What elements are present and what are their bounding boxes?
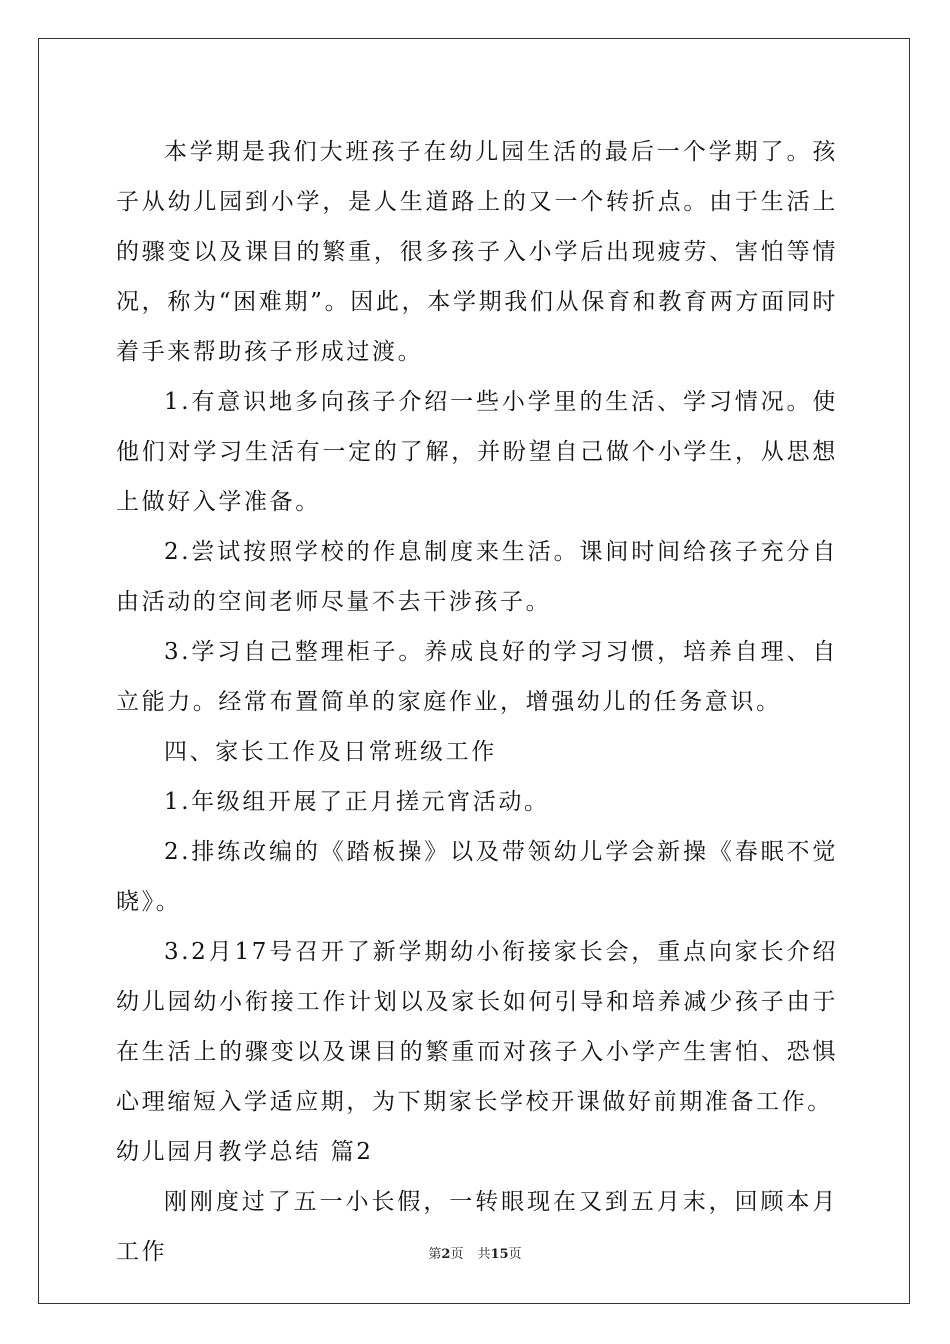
paragraph-article-2-start: 刚刚度过了五一小长假，一转眼现在又到五月末，回顾本月工作 (116, 1189, 838, 1265)
footer-total-suffix: 页 (508, 1247, 522, 1262)
paragraph-parent-item-3: 3.2月17号召开了新学期幼小衔接家长会，重点向家长介绍幼儿园幼小衔接工作计划以及家长如何引导和培养减少孩子由于在生活上的骤变以及课目的繁重而对孩子入小学产生害怕、恐惧心理缩短入学适应期，为下期家长学校开课做好前期准备工作。 (116, 939, 838, 1115)
paragraph-item-1: 1.有意识地多向孩子介绍一些小学里的生活、学习情况。使他们对学习生活有一定的了解，并盼望自己做个小学生，从思想上做好入学准备。 (116, 389, 838, 515)
footer-total-prefix: 共 (477, 1247, 491, 1262)
paragraph-intro: 本学期是我们大班孩子在幼儿园生活的最后一个学期了。孩子从幼儿园到小学，是人生道路上的又一个转折点。由于生活上的骤变以及课目的繁重，很多孩子入小学后出现疲劳、害怕等情况，称为“困难期”。因此，本学期我们从保育和教育两方面同时着手来帮助孩子形成过渡。 (116, 139, 838, 365)
paragraph-parent-item-2: 2.排练改编的《踏板操》以及带领幼儿学会新操《春眠不觉晓》。 (116, 839, 838, 915)
document-body (116, 127, 838, 1277)
paragraph-parent-item-1: 1.年级组开展了正月搓元宵活动。 (164, 789, 550, 815)
paragraph-item-3: 3.学习自己整理柜子。养成良好的学习习惯，培养自理、自立能力。经常布置简单的家庭作业，增强幼儿的任务意识。 (116, 639, 838, 715)
total-page-count: 15 (490, 1247, 509, 1262)
page-footer (0, 1247, 950, 1263)
current-page-number: 2 (441, 1247, 451, 1262)
footer-page-suffix: 页 (450, 1247, 464, 1262)
section-heading-parent-work: 四、家长工作及日常班级工作 (164, 739, 497, 765)
footer-prefix: 第 (428, 1247, 442, 1262)
article-title: 幼儿园月教学总结 篇2 (116, 1139, 374, 1165)
paragraph-item-2: 2.尝试按照学校的作息制度来生活。课间时间给孩子充分自由活动的空间老师尽量不去干涉孩子。 (116, 539, 838, 615)
